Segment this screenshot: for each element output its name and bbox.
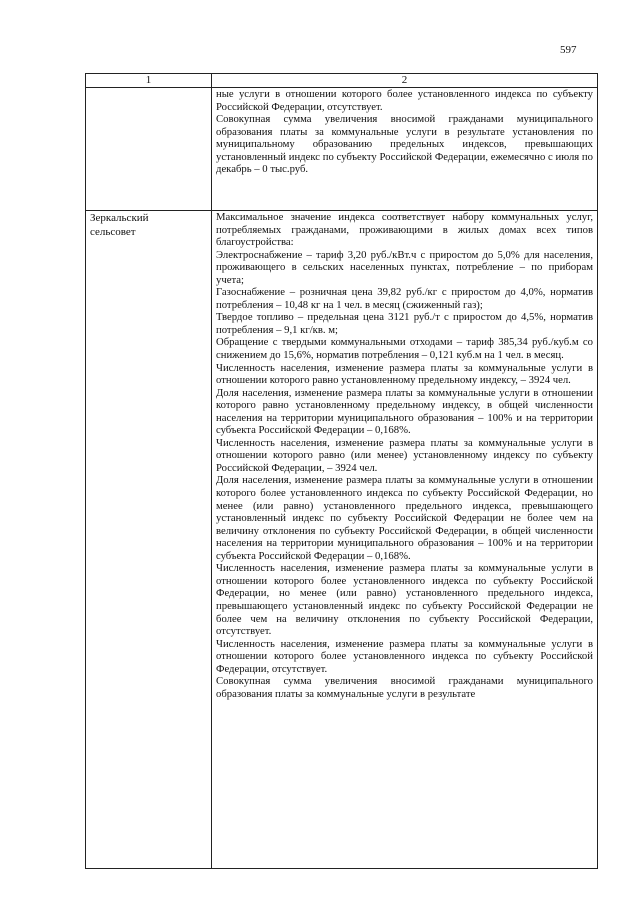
- paragraph: Обращение с твердыми коммунальными отходами – тариф 385,34 руб./куб.м со снижением до 15,6%, норматив потребления – 0,121 куб.м на 1 чел. в месяц.: [216, 336, 593, 362]
- paragraph: Совокупная сумма увеличения вносимой гражданами муниципального образования платы за коммунальные услуги в результате установления по муниципальному образованию предельных индексов, превышающих установленный индекс по субъекту Российской Федерации, ежемесячно с июля по декабрь – 0 тыс.руб.: [216, 113, 593, 176]
- column-header-1: 1: [86, 74, 212, 88]
- table-row: [86, 211, 598, 869]
- paragraph: ные услуги в отношении которого более установленного индекса по субъекту Российской Федерации, отсутствует.: [216, 88, 593, 113]
- tariff-table: [85, 73, 598, 869]
- municipality-type: сельсовет: [90, 226, 136, 238]
- column-header-2: 2: [212, 74, 598, 88]
- municipality-cell: [86, 88, 212, 211]
- paragraph: Совокупная сумма увеличения вносимой гражданами муниципального образования платы за коммунальные услуги в результате: [216, 675, 593, 700]
- paragraph: Газоснабжение – розничная цена 39,82 руб./кг с приростом до 4,0%, норматив потребления – 10,48 кг на 1 чел. в месяц (сжиженный газ);: [216, 286, 593, 311]
- paragraph: Численность населения, изменение размера платы за коммунальные услуги в отношении которого равно установленному предельному индексу, – 3924 чел.: [216, 361, 593, 387]
- description-cell: [212, 211, 598, 869]
- paragraph: Доля населения, изменение размера платы за коммунальные услуги в отношении которого равно установленному предельному индексу, в общей численности населения на территории муниципального образования – 100% и на территории субъекта Российской Федерации – 0,168%.: [216, 386, 593, 437]
- page-number: 597: [560, 44, 577, 56]
- paragraph: Твердое топливо – предельная цена 3121 руб./т с приростом до 4,5%, норматив потребления – 9,1 кг/кв. м;: [216, 311, 593, 336]
- municipality-name: Зеркальский: [90, 212, 149, 224]
- municipality-cell: [86, 211, 212, 869]
- paragraph: Численность населения, изменение размера платы за коммунальные услуги в отношении которого равно (или менее) установленному индексу по субъекту Российской Федерации, – 3924 чел.: [216, 436, 593, 474]
- paragraph: Максимальное значение индекса соответствует набору коммунальных услуг, потребляемых гражданами, проживающими в жилых домах всех типов благоустройства:: [216, 211, 593, 249]
- paragraph: Электроснабжение – тариф 3,20 руб./кВт.ч с приростом до 5,0% для населения, проживающего в сельских населенных пунктах, потребление – по приборам учета;: [216, 248, 593, 286]
- table-header-row: [86, 74, 598, 88]
- table-row: [86, 88, 598, 211]
- paragraph: Численность населения, изменение размера платы за коммунальные услуги в отношении которого более установленного индекса по субъекту Российской Федерации, отсутствует.: [216, 637, 593, 675]
- description-cell: [212, 88, 598, 211]
- paragraph: Численность населения, изменение размера платы за коммунальные услуги в отношении которого более установленного индекса по субъекту Российской Федерации, но менее (или равно) установленного предельного индекса, превышающего установленный индекс по субъекту Российской Федерации не более чем на величину отклонения по субъекту Российской Федерации, отсутствует.: [216, 562, 593, 638]
- paragraph: Доля населения, изменение размера платы за коммунальные услуги в отношении которого более установленного индекса по субъекту Российской Федерации, но менее (или равно) установленного предельного индекса, превышающего установленный индекс по субъекту Российской Федерации не более чем на величину отклонения по субъекту Российской Федерации, в общей численности населения на территории муниципального образования – 100% и на территории субъекта Российской Федерации – 0,168%.: [216, 474, 593, 562]
